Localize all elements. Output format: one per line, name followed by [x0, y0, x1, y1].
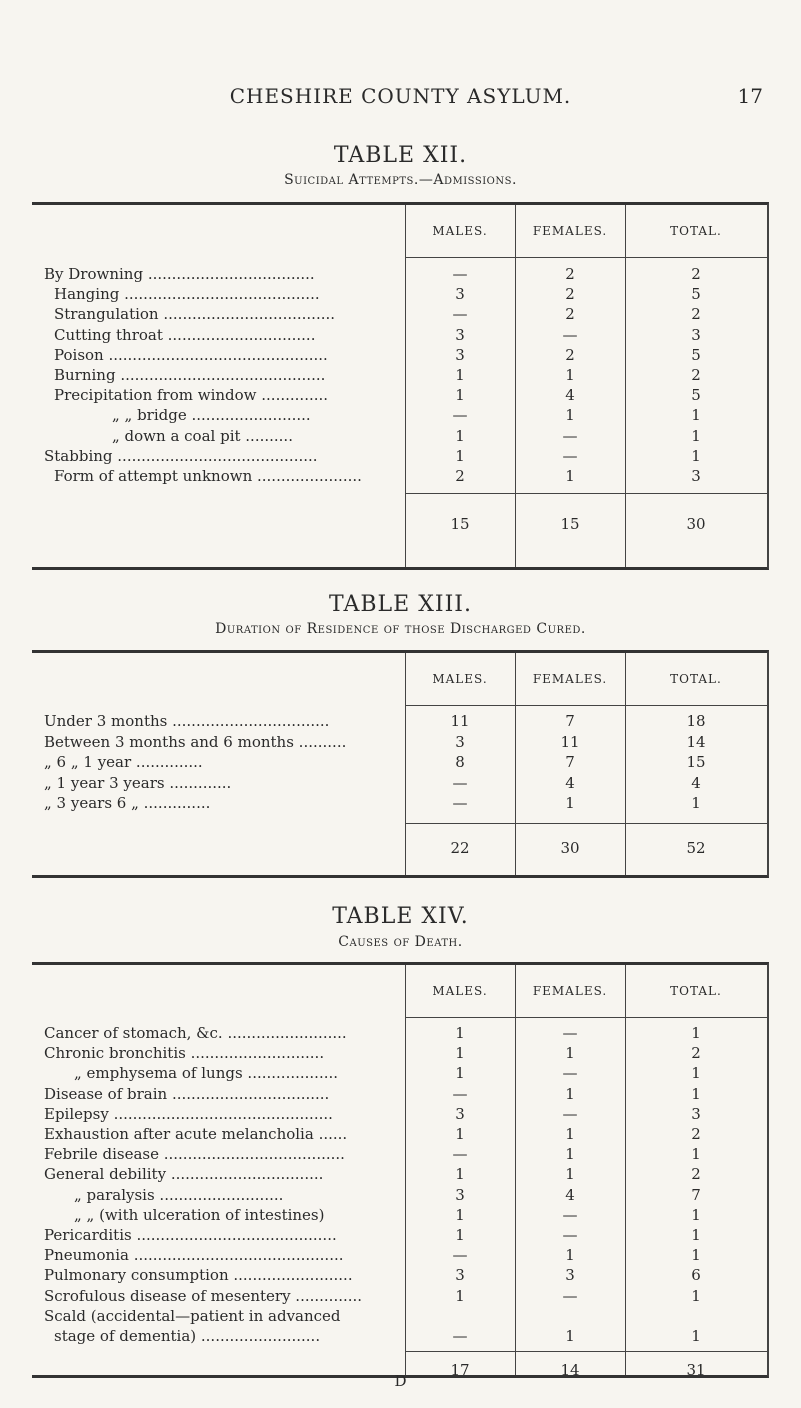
cell-t: 1 — [691, 1024, 701, 1042]
table-row — [32, 711, 767, 731]
column-header-males: MALES. — [432, 672, 488, 686]
cell-f: 4 — [565, 1185, 575, 1204]
column-header-females: FEMALES. — [532, 984, 608, 998]
cell-t: 3 — [691, 467, 701, 485]
cell-t: 5 — [691, 386, 701, 405]
page-number: 17 — [737, 84, 763, 108]
cell-m: 1 — [455, 366, 465, 384]
cell-t: 1 — [691, 426, 701, 445]
cell-f: — — [562, 1064, 578, 1083]
table-row — [32, 773, 767, 793]
cell-f: — — [562, 325, 578, 344]
cell-m: — — [452, 265, 468, 283]
cell-f: 1 — [565, 406, 575, 425]
cell-t: 2 — [691, 1044, 701, 1063]
table-14 — [32, 962, 769, 1378]
row-label: Form of attempt unknown ...................... — [54, 467, 362, 485]
table-12-subtitle: Suicidal Attempts.—Admissions. — [284, 172, 517, 188]
cell-f: 4 — [565, 386, 575, 405]
table-row — [32, 1104, 767, 1124]
row-label: „ down a coal pit .......... — [112, 426, 293, 445]
table-14-title: TABLE XIV. — [332, 904, 469, 929]
cell-t: 1 — [691, 406, 701, 425]
cell-t: 18 — [686, 712, 706, 730]
row-label: Between 3 months and 6 months .......... — [44, 732, 347, 751]
row-label: Burning ........................................... — [54, 366, 326, 384]
table-row — [32, 426, 767, 446]
row-label: „ 1 year 3 years ............. — [44, 773, 232, 792]
cell-t: 15 — [686, 753, 706, 772]
cell-m: — — [452, 1084, 468, 1103]
table-13 — [32, 650, 769, 878]
total-rule — [405, 493, 767, 494]
row-label: Precipitation from window .............. — [54, 386, 329, 405]
cell-f: — — [562, 446, 578, 465]
table-row — [32, 1164, 767, 1184]
row-label: General debility ................................ — [44, 1165, 324, 1184]
cell-f: — — [562, 426, 578, 445]
cell-m: 3 — [455, 285, 465, 304]
row-label: Disease of brain ................................. — [44, 1084, 330, 1103]
table-row — [32, 405, 767, 425]
table-row — [32, 466, 767, 486]
row-label: Pericarditis .......................................... — [44, 1226, 337, 1244]
cell-t: 1 — [691, 794, 701, 813]
cell-t: 2 — [691, 305, 701, 324]
column-header-total: TOTAL. — [670, 224, 722, 238]
total-t: 31 — [686, 1361, 706, 1379]
column-header-total: TOTAL. — [670, 672, 722, 686]
table-row — [32, 446, 767, 466]
cell-f: 2 — [565, 285, 575, 304]
cell-m: 1 — [455, 1205, 465, 1224]
cell-f: 1 — [565, 1246, 575, 1265]
column-header-females: FEMALES. — [532, 672, 608, 686]
header-rule — [405, 1017, 767, 1018]
cell-m: 3 — [455, 732, 465, 751]
cell-t: 1 — [691, 1286, 701, 1305]
total-f: 15 — [560, 515, 580, 533]
total-t: 30 — [686, 515, 706, 533]
row-label: Epilepsy .............................................. — [44, 1104, 333, 1123]
header-rule — [405, 705, 767, 706]
row-label: Scrofulous disease of mesentery .............. — [44, 1286, 363, 1305]
cell-t: 1 — [691, 446, 701, 465]
cell-f: 7 — [565, 712, 575, 730]
table-row — [32, 1245, 767, 1265]
table-row — [32, 365, 767, 385]
cell-m: 3 — [455, 1185, 465, 1204]
table-13-subtitle: Duration of Residence of those Discharged Cured. — [215, 621, 586, 637]
cell-f: 1 — [565, 1044, 575, 1063]
cell-t: 1 — [691, 1246, 701, 1265]
row-label: Stabbing .......................................... — [44, 446, 318, 465]
cell-m: 1 — [455, 446, 465, 465]
cell-f: 2 — [565, 265, 575, 283]
footer-signature: D — [394, 1372, 407, 1390]
row-label: „ „ bridge ......................... — [112, 406, 311, 425]
column-header-males: MALES. — [432, 984, 488, 998]
cell-m: 1 — [455, 1226, 465, 1244]
cell-f: — — [562, 1205, 578, 1224]
cell-m: 1 — [455, 1044, 465, 1063]
cell-t: 2 — [691, 1165, 701, 1184]
cell-m: 3 — [455, 345, 465, 364]
cell-t: 1 — [691, 1226, 701, 1244]
table-13-title: TABLE XIII. — [329, 592, 472, 617]
cell-m: — — [452, 794, 468, 813]
total-m: 22 — [450, 839, 470, 857]
header-rule — [405, 257, 767, 258]
table-12-title: TABLE XII. — [333, 143, 468, 168]
cell-t: 5 — [691, 345, 701, 364]
table-row — [32, 1265, 767, 1285]
cell-m: 1 — [455, 1165, 465, 1184]
cell-m: 1 — [455, 386, 465, 405]
table-row — [32, 1205, 767, 1225]
table-row — [32, 325, 767, 345]
row-label: Pneumonia ............................................ — [44, 1246, 344, 1265]
cell-t: 2 — [691, 265, 701, 283]
cell-f: 2 — [565, 305, 575, 324]
cell-m: 3 — [455, 1266, 465, 1285]
row-label: Cutting throat ............................... — [54, 325, 316, 344]
row-label: Strangulation .................................... — [54, 305, 336, 324]
column-header-females: FEMALES. — [532, 224, 608, 238]
table-row — [32, 1185, 767, 1205]
row-label: „ emphysema of lungs ................... — [74, 1064, 339, 1083]
row-label: „ paralysis .......................... — [74, 1185, 284, 1204]
table-row — [32, 264, 767, 284]
cell-f: — — [562, 1286, 578, 1305]
row-label: Under 3 months ................................. — [44, 712, 330, 730]
row-label: „ „ (with ulceration of intestines) — [74, 1205, 325, 1224]
column-header-total: TOTAL. — [670, 984, 722, 998]
cell-f: 3 — [565, 1266, 575, 1285]
table-row — [32, 1043, 767, 1063]
table-row — [32, 752, 767, 772]
table-row — [32, 1225, 767, 1245]
cell-m: — — [452, 1145, 468, 1164]
running-head: CHESHIRE COUNTY ASYLUM. — [229, 84, 572, 108]
table-row — [32, 1326, 767, 1346]
cell-t: 3 — [691, 1104, 701, 1123]
cell-t: 2 — [691, 1125, 701, 1143]
row-label: „ 3 years 6 „ .............. — [44, 794, 211, 813]
total-t: 52 — [686, 839, 706, 857]
table-12 — [32, 202, 769, 570]
total-rule — [405, 1351, 767, 1352]
table-row — [32, 732, 767, 752]
cell-m: 1 — [455, 1125, 465, 1143]
total-f: 14 — [560, 1361, 580, 1379]
row-label: „ 6 „ 1 year .............. — [44, 753, 203, 772]
cell-t: 3 — [691, 325, 701, 344]
table-row — [32, 1084, 767, 1104]
row-label: Chronic bronchitis ............................ — [44, 1044, 325, 1063]
column-header-males: MALES. — [432, 224, 488, 238]
cell-t: 2 — [691, 366, 701, 384]
cell-m: — — [452, 406, 468, 425]
cell-f: 2 — [565, 345, 575, 364]
cell-f: — — [562, 1104, 578, 1123]
cell-m: 1 — [455, 1024, 465, 1042]
table-14-subtitle: Causes of Death. — [338, 934, 463, 950]
cell-t: 1 — [691, 1064, 701, 1083]
cell-f: 1 — [565, 1125, 575, 1143]
cell-t: 1 — [691, 1084, 701, 1103]
table-row — [32, 1124, 767, 1144]
row-label: Cancer of stomach, &c. ......................... — [44, 1024, 347, 1042]
table-row — [32, 793, 767, 813]
cell-t: 5 — [691, 285, 701, 304]
cell-m: 8 — [455, 753, 465, 772]
table-row — [32, 1023, 767, 1043]
row-label: Poison .............................................. — [54, 345, 328, 364]
row-label: Scald (accidental—patient in advanced — [44, 1306, 341, 1325]
cell-t: 1 — [691, 1205, 701, 1224]
cell-t: 7 — [691, 1185, 701, 1204]
cell-f: — — [562, 1226, 578, 1244]
total-m: 15 — [450, 515, 470, 533]
cell-m: 3 — [455, 1104, 465, 1123]
cell-f: 1 — [565, 794, 575, 813]
row-label: Pulmonary consumption ......................... — [44, 1266, 353, 1285]
table-row — [32, 385, 767, 405]
cell-f: 1 — [565, 1084, 575, 1103]
table-row — [32, 345, 767, 365]
row-label: stage of dementia) ......................... — [54, 1327, 321, 1345]
cell-t: 1 — [691, 1145, 701, 1164]
table-row — [32, 1306, 767, 1326]
total-f: 30 — [560, 839, 580, 857]
cell-t: 4 — [691, 773, 701, 792]
row-label: Hanging ......................................... — [54, 285, 320, 304]
total-rule — [405, 823, 767, 824]
cell-m: 1 — [455, 1064, 465, 1083]
cell-m: — — [452, 1246, 468, 1265]
cell-m: 1 — [455, 1286, 465, 1305]
cell-m: — — [452, 305, 468, 324]
cell-m: — — [452, 1327, 468, 1345]
table-row — [32, 284, 767, 304]
row-label: By Drowning ................................... — [44, 265, 315, 283]
cell-m: 11 — [450, 712, 470, 730]
cell-f: 1 — [565, 1165, 575, 1184]
table-row — [32, 1286, 767, 1306]
cell-m: 2 — [455, 467, 465, 485]
cell-f: 7 — [565, 753, 575, 772]
row-label: Febrile disease ...................................... — [44, 1145, 345, 1164]
cell-f: 1 — [565, 1327, 575, 1345]
cell-t: 14 — [686, 732, 706, 751]
cell-f: 1 — [565, 1145, 575, 1164]
total-m: 17 — [450, 1361, 470, 1379]
cell-f: 11 — [560, 732, 580, 751]
cell-f: 4 — [565, 773, 575, 792]
table-row — [32, 304, 767, 324]
cell-m: — — [452, 773, 468, 792]
cell-t: 6 — [691, 1266, 701, 1285]
cell-m: 3 — [455, 325, 465, 344]
table-row — [32, 1063, 767, 1083]
cell-m: 1 — [455, 426, 465, 445]
cell-f: 1 — [565, 366, 575, 384]
cell-f: — — [562, 1024, 578, 1042]
table-row — [32, 1144, 767, 1164]
cell-t: 1 — [691, 1327, 701, 1345]
cell-f: 1 — [565, 467, 575, 485]
row-label: Exhaustion after acute melancholia ...... — [44, 1125, 348, 1143]
